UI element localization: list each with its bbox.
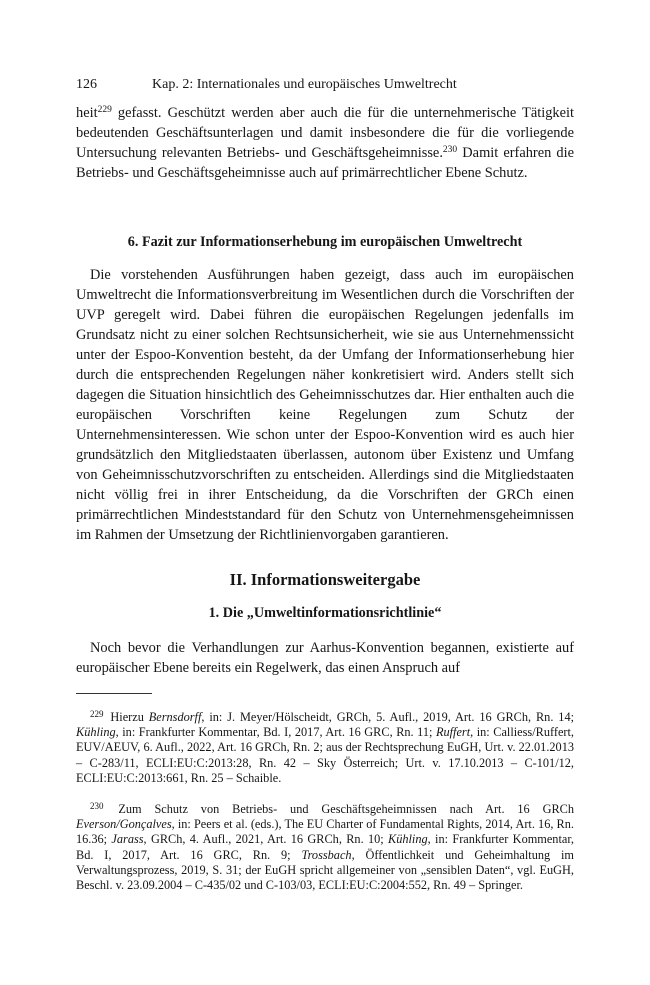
footnote-230 — [76, 799, 574, 893]
author-name: Trossbach — [301, 847, 352, 862]
footnote-number: 230 — [90, 801, 104, 811]
footnote-ref-229[interactable]: 229 — [97, 105, 112, 115]
author-name: Everson/Gonçalves — [76, 817, 172, 832]
paragraph-text: heit — [76, 105, 98, 121]
section-heading-6: 6. Fazit zur Informationserhebung im europäischen Umweltrecht — [127, 234, 523, 250]
footnote-number: 229 — [90, 709, 104, 719]
footnote-text: , GRCh, 4. Aufl., 2021, Art. 16 GRCh, Rn. 10; — [143, 832, 389, 847]
footnote-divider — [76, 693, 152, 694]
running-title: Kap. 2: Internationales und europäisches Umweltrecht — [152, 77, 457, 92]
body-paragraph-1 — [76, 103, 574, 183]
footnote-text: , in: Peers et al. (eds.), The EU Charter of Fundamental Rights, 2014, Art. 16, Rn. 16.36; — [76, 817, 574, 847]
footnote-229 — [76, 707, 574, 786]
footnote-text: , in: J. Meyer/Hölscheidt, GRCh, 5. Aufl., 2019, Art. 16 GRCh, Rn. 14; — [201, 710, 575, 724]
footnote-text: Hierzu — [110, 710, 149, 724]
body-paragraph-3: Noch bevor die Verhandlungen zur Aarhus-Konvention begannen, existierte auf europäischer Ebene bereits ein Regelwerk, das einen Anspruch auf — [76, 640, 574, 676]
running-header — [76, 76, 574, 94]
paragraph-text: Damit erfahren die Betriebs- und Geschäftsgeheimnisse auch auf primärrechtlicher Ebene Schutz. — [76, 145, 574, 181]
author-name: Ruffert — [435, 725, 471, 740]
body-paragraph-2: Die vorstehenden Ausführungen haben gezeigt, dass auch im europäischen Umweltrecht die Informationsverbreitung im Wesentlichen durch die Vorschriften der UVP geregelt wird. Dabei führen die europäischen Regelungen jedenfalls im Grundsatz nicht zu einer solchen Rechtsunsicherheit, wie sie aus Unternehmenssicht unter der Espoo-Konvention besteht, da der Umfang der Informationserhebung hier durch die entsprechenden Regelungen näher konkretisiert wird. Anders stellt sich dagegen die Situation hinsichtlich des Geheimnisschutzes dar. Hier enthalten auch die europäischen Vorschriften keine Regelungen zum Schutz der Unternehmensinteressen. Wie schon unter der Espoo-Konvention wird es auch hier grundsätzlich den Mitgliedstaaten überlassen, autonom über Existenz und Umfang von Geheimnisschutzvorschriften zu entscheiden. Allerdings sind die Mitgliedstaaten nicht völlig frei in ihrer Entscheidung, da die Vorschriften der GRCh einen primärrechtlichen Mindeststandard für den Schutz von Unternehmensgeheimnissen im Rahmen der Umsetzung der Richtlinienvorgaben garantieren. — [76, 267, 574, 543]
footnote-text: Zum Schutz von Betriebs- und Geschäftsgeheimnissen nach Art. 16 GRCh — [118, 802, 574, 816]
author-name: Kühling — [388, 832, 428, 847]
footnote-text: , in: Calliess/Ruffert, EUV/AEUV, 6. Aufl., 2022, Art. 16 GRCh, Rn. 2; aus der Rechtsprechung EuGH, Urt. v. 22.01.2013 – C-283/11, ECLI:EU:C:2013:28, Rn. 42 – Sky Österreich; Urt. v. 17.10.2013 – C-101/12, ECLI:EU:C:2013:661, Rn. 25 – Schaible. — [76, 725, 574, 785]
author-name: Kühling — [76, 725, 116, 740]
chapter-heading-II: II. Informationsweitergabe — [229, 570, 421, 589]
author-name: Bernsdorff — [148, 710, 202, 724]
footnote-text: , in: Frankfurter Kommentar, Bd. I, 2017, Art. 16 GRC, Rn. 11; — [115, 725, 436, 740]
footnote-text: , in: Frankfurter Kommentar, Bd. I, 2017, Art. 16 GRC, Rn. 9; — [76, 832, 575, 862]
footnote-ref-230[interactable]: 230 — [442, 145, 458, 155]
paragraph-text: gefasst. Geschützt werden aber auch die für die unternehmerische Tätigkeit bedeutenden Geschäftsunterlagen und damit insbesondere die für die vorliegende Untersuchung relevanten Betriebs- und Geschäftsgeheimnisse. — [76, 105, 574, 161]
author-name: Jarass — [111, 832, 144, 847]
footnote-text: , Öffentlichkeit und Geheimhaltung im Verwaltungsprozess, 2019, S. 31; der EuGH spricht allgemeiner von „sensiblen Daten“, vgl. EuGH, Beschl. v. 23.09.2004 – C-435/02 und C-103/03, ECLI:EU:C:2004:552, Rn. 49 – Springer. — [76, 847, 574, 893]
section-heading-1: 1. Die „Umweltinformationsrichtlinie“ — [208, 605, 442, 621]
page-number: 126 — [76, 77, 97, 92]
